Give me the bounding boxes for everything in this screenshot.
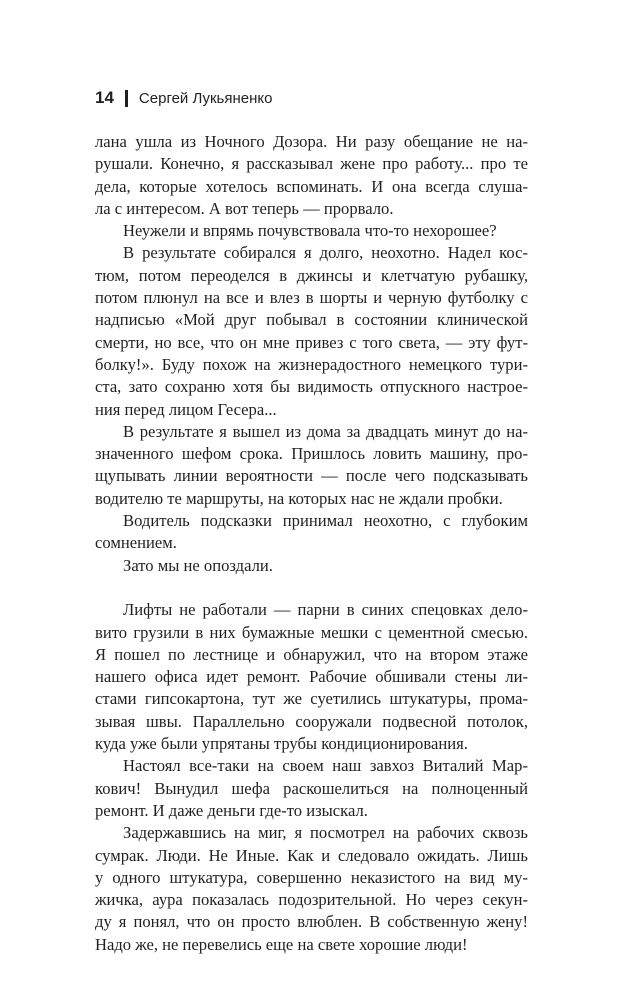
text-line: сомнением.: [95, 533, 177, 553]
text-line: Надо же, не перевелись еще на свете хорошие люди!: [95, 934, 468, 954]
text-line: водителю те маршруты, на которых нас не ждали пробки.: [95, 488, 503, 508]
text-line: сумрак. Люди. Не Иные. Как и следовало ожидать. Лишь: [95, 845, 528, 865]
text-line: болку!». Буду похож на жизнерадостного немецкого тури-: [95, 354, 528, 374]
text-line: ду я понял, что он просто влюблен. В собственную жену!: [95, 912, 528, 932]
text-line: рушали. Конечно, я рассказывал жене про работу... про те: [95, 154, 528, 174]
text-line: дела, которые хотелось вспоминать. И она всегда слуша-: [95, 176, 528, 196]
text-line: значенного шефом срока. Пришлось ловить машину, про-: [95, 444, 528, 464]
text-line: щупывать линии вероятности — после чего подсказывать: [95, 466, 528, 486]
text-line: куда уже были упрятаны трубы кондиционирования.: [95, 734, 468, 754]
text-line: стами гипсокартона, тут же суетились штукатуры, прома-: [95, 689, 528, 709]
text-line: у одного штукатура, совершенно неказистого на вид му-: [95, 867, 528, 887]
text-line: тюм, потом переоделся в джинсы и клетчатую рубашку,: [95, 265, 528, 285]
paragraph-first-line: В результате я вышел из дома за двадцать минут до на-: [123, 421, 528, 441]
text-line: нашего офиса идет ремонт. Рабочие обшивали стены ли-: [95, 667, 528, 687]
text-line: лана ушла из Ночного Дозора. Ни разу обещание не на-: [95, 132, 528, 151]
header-separator: [125, 90, 128, 107]
text-line: зывая швы. Параллельно сооружали подвесной потолок,: [95, 711, 528, 731]
text-line: ния перед лицом Гесера...: [95, 399, 277, 419]
text-line: смерти, но все, что он мне привез с того света, — эту фут-: [95, 332, 528, 352]
section-break: [95, 577, 528, 599]
paragraph-first-line: Зато мы не опоздали.: [123, 555, 273, 575]
paragraph-first-line: Неужели и впрямь почувствовала что-то нехорошее?: [123, 221, 497, 241]
text-line: Я пошел по лестнице и обнаружил, что на втором этаже: [95, 644, 528, 664]
text-line: вито грузили в них бумажные мешки с цементной смесью.: [95, 622, 528, 642]
text-line: ста, зато сохраню хотя бы видимость отпускного настрое-: [95, 377, 528, 397]
page-number: 14: [95, 88, 114, 107]
text-line: ремонт. И даже деньги где-то изыскал.: [95, 800, 368, 820]
paragraph-first-line: В результате собирался я долго, неохотно. Надел кос-: [123, 243, 528, 263]
author-name: Сергей Лукьяненко: [138, 89, 273, 107]
text-line: кович! Вынудил шефа раскошелиться на полноценный: [95, 778, 528, 798]
text-line: потом плюнул на все и влез в шорты и черную футболку с: [95, 288, 528, 308]
paragraph-first-line: Задержавшись на миг, я посмотрел на рабочих сквозь: [123, 823, 528, 843]
text-line: ла с интересом. А вот теперь — прорвало.: [95, 198, 394, 218]
paragraph-first-line: Водитель подсказки принимал неохотно, с глубоким: [123, 511, 528, 531]
body-text: [95, 131, 528, 956]
text-line: жичка, аура показалась подозрительной. Но через секун-: [95, 890, 528, 910]
paragraph-first-line: Настоял все-таки на своем наш завхоз Виталий Мар-: [123, 756, 528, 776]
text-line: надписью «Мой друг побывал в состоянии клинической: [95, 310, 528, 330]
running-header: [95, 86, 272, 110]
paragraph-first-line: Лифты не работали — парни в синих спецовках дело-: [123, 600, 528, 620]
